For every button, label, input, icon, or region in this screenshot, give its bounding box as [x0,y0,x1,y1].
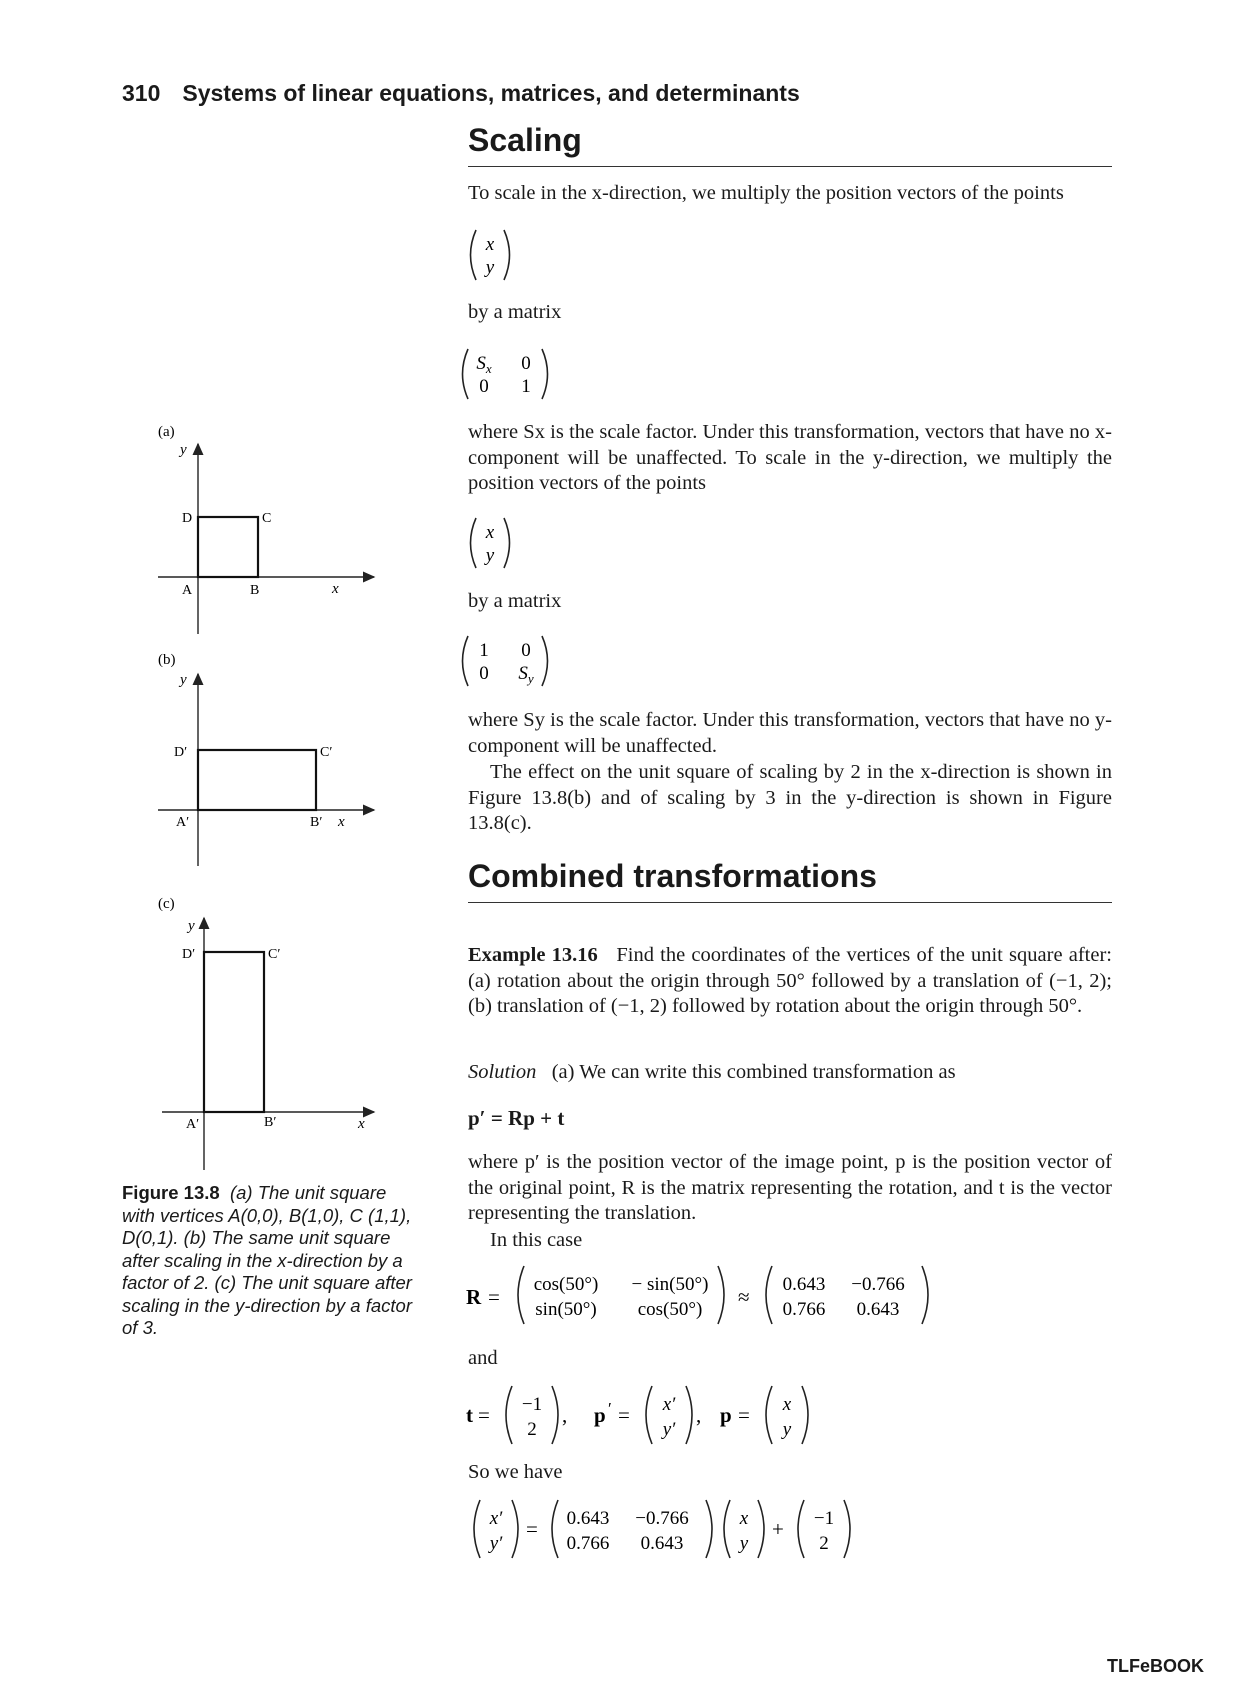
R-approx-21: 0.766 [782,1299,826,1320]
svg-text:x′: x′ [662,1394,676,1415]
matrix-scale-x [454,345,554,403]
svg-text:1: 1 [521,376,531,397]
combined-equation: p′ = Rp + t [468,1106,565,1130]
svg-text:,: , [562,1403,568,1427]
example-text: Find the coordinates of the vertices of the unit square after: (a) rotation about the origin through 50° followed by a translation of (−1, 2); (b) translation of (−1, 2) followed by rotation about the origin through 50°. [468,944,1112,1017]
in-this-case: In this case [490,1229,583,1251]
example-label: Example 13.16 [468,944,598,966]
axis-label-y: y [188,918,195,934]
svg-text:=: = [488,1285,500,1309]
R-exact-21: sin(50°) [535,1299,597,1320]
final-R-21: 0.766 [566,1533,610,1554]
page-number: 310 [122,80,161,106]
scaling-paragraph-4: The effect on the unit square of scaling by 2 in the x-direction is shown in Figure 13.8(b) and of scaling by 3 in the y-direction is shown in Figure 13.8(c). [468,761,1112,834]
svg-text:,: , [696,1403,702,1427]
example-13-16 [468,943,1112,1020]
section-title-scaling: Scaling [468,122,582,158]
scaling-paragraph-3: where Sy is the scale factor. Under this transformation, vectors that have no y-component will be unaffected. [468,709,1112,757]
t-1: −1 [521,1394,543,1415]
final-R-22: 0.643 [640,1533,684,1554]
section-title-combined: Combined transformations [468,858,877,894]
section-rule [468,902,1112,903]
svg-text:y′: y′ [489,1533,503,1554]
svg-text:y: y [485,545,495,566]
R-exact-11: cos(50°) [533,1274,599,1295]
svg-text:1: 1 [479,640,489,661]
svg-text:p: p [594,1403,606,1427]
figure-panel-a [158,424,374,634]
vertex-label-D-prime: D′ [174,745,188,760]
scaling-paragraph-1: To scale in the x-direction, we multiply the position vectors of the points [468,182,1064,204]
svg-text:y: y [485,257,495,278]
final-equation [466,1496,866,1562]
vector-xy-2 [462,514,522,572]
axis-label-x: x [358,1116,365,1132]
vector-xy-1 [462,226,522,284]
axis-label-y: y [180,672,187,688]
svg-text:y: y [739,1533,749,1554]
solution-label: Solution [468,1061,537,1083]
svg-text:0: 0 [479,663,489,684]
svg-text:y: y [782,1419,792,1440]
svg-text:0: 0 [521,640,531,661]
R-approx-11: 0.643 [782,1274,826,1295]
svg-text:x: x [485,234,495,255]
svg-text:+: + [772,1517,784,1541]
vertex-label-A-prime: A′ [186,1117,200,1132]
svg-text:R: R [466,1285,482,1309]
by-a-matrix-1: by a matrix [468,301,562,323]
and-text: and [468,1347,498,1369]
R-approx-22: 0.643 [856,1299,900,1320]
svg-text:=: = [478,1403,490,1427]
figure-panel-b [158,652,374,866]
figure-caption-label: Figure 13.8 [122,1182,220,1203]
svg-text:y′: y′ [662,1419,676,1440]
vertex-label-A-prime: A′ [176,815,190,830]
figure-panel-c [158,896,374,1170]
final-R-12: −0.766 [635,1508,689,1529]
panel-label-b: (b) [158,652,176,668]
running-head [122,80,800,107]
svg-text:0: 0 [479,376,489,397]
R-approx-12: −0.766 [851,1274,905,1295]
vectors-t-p [466,1382,826,1448]
panel-label-c: (c) [158,896,175,912]
vertex-label-C-prime: C′ [320,745,333,760]
rotation-matrix-equation [466,1262,946,1328]
axis-label-x: x [332,581,339,597]
svg-text:=: = [738,1403,750,1427]
final-t-2: 2 [819,1533,829,1554]
solution-line [468,1060,1112,1086]
panel-label-a: (a) [158,424,175,440]
svg-text:t: t [466,1403,473,1427]
svg-text:x: x [485,522,495,543]
vertex-label-B-prime: B′ [264,1115,277,1130]
svg-text:Sy: $S_y$ [518,663,534,686]
axis-label-y: y [180,442,187,458]
figure-13-8 [140,420,400,1170]
vertex-label-C: C [262,511,272,526]
figure-caption-text: (a) The unit square with vertices A(0,0), B(1,0), C (1,1), D(0,1). (b) The same unit square after scaling in the x-direction by a factor of 2. (c) The unit square after scaling in the y-direction by a factor of 3. [122,1182,412,1338]
svg-text:Sx: $S_x$ [476,353,492,376]
final-t-1: −1 [813,1508,835,1529]
axis-label-x: x [338,814,345,830]
svg-text:′: ′ [608,1399,612,1418]
footer-watermark: TLFeBOOK [1107,1656,1204,1676]
vertex-label-D-prime: D′ [182,947,196,962]
vertex-label-A: A [182,583,193,598]
t-2: 2 [527,1419,537,1440]
svg-text:≈: ≈ [738,1285,750,1309]
svg-text:x′: x′ [489,1508,503,1529]
R-exact-12: − sin(50°) [631,1274,709,1295]
vertex-label-B-prime: B′ [310,815,323,830]
vertex-label-D: D [182,511,193,526]
vertex-label-B: B [250,583,260,598]
where-paragraph: where p′ is the position vector of the image point, p is the position vector of the original point, R is the matrix representing the rotation, and t is the vector representing the translation. [468,1151,1112,1224]
section-rule [468,166,1112,167]
by-a-matrix-2: by a matrix [468,590,562,612]
chapter-title: Systems of linear equations, matrices, and determinants [182,80,800,106]
svg-text:x: x [782,1394,792,1415]
svg-text:p: p [720,1403,732,1427]
svg-text:=: = [526,1517,538,1541]
scaling-paragraph-2: where Sx is the scale factor. Under this transformation, vectors that have no x-component will be unaffected. To scale in the y-direction, we multiply the position vectors of the points [468,421,1112,494]
so-we-have: So we have [468,1461,563,1483]
svg-text:0: 0 [521,353,531,374]
svg-text:x: x [739,1508,749,1529]
figure-caption [122,1182,412,1340]
matrix-scale-y [454,632,554,690]
R-exact-22: cos(50°) [637,1299,703,1320]
svg-text:=: = [618,1403,630,1427]
vertex-label-C-prime: C′ [268,947,281,962]
final-R-11: 0.643 [566,1508,610,1529]
solution-text: (a) We can write this combined transformation as [551,1061,956,1083]
